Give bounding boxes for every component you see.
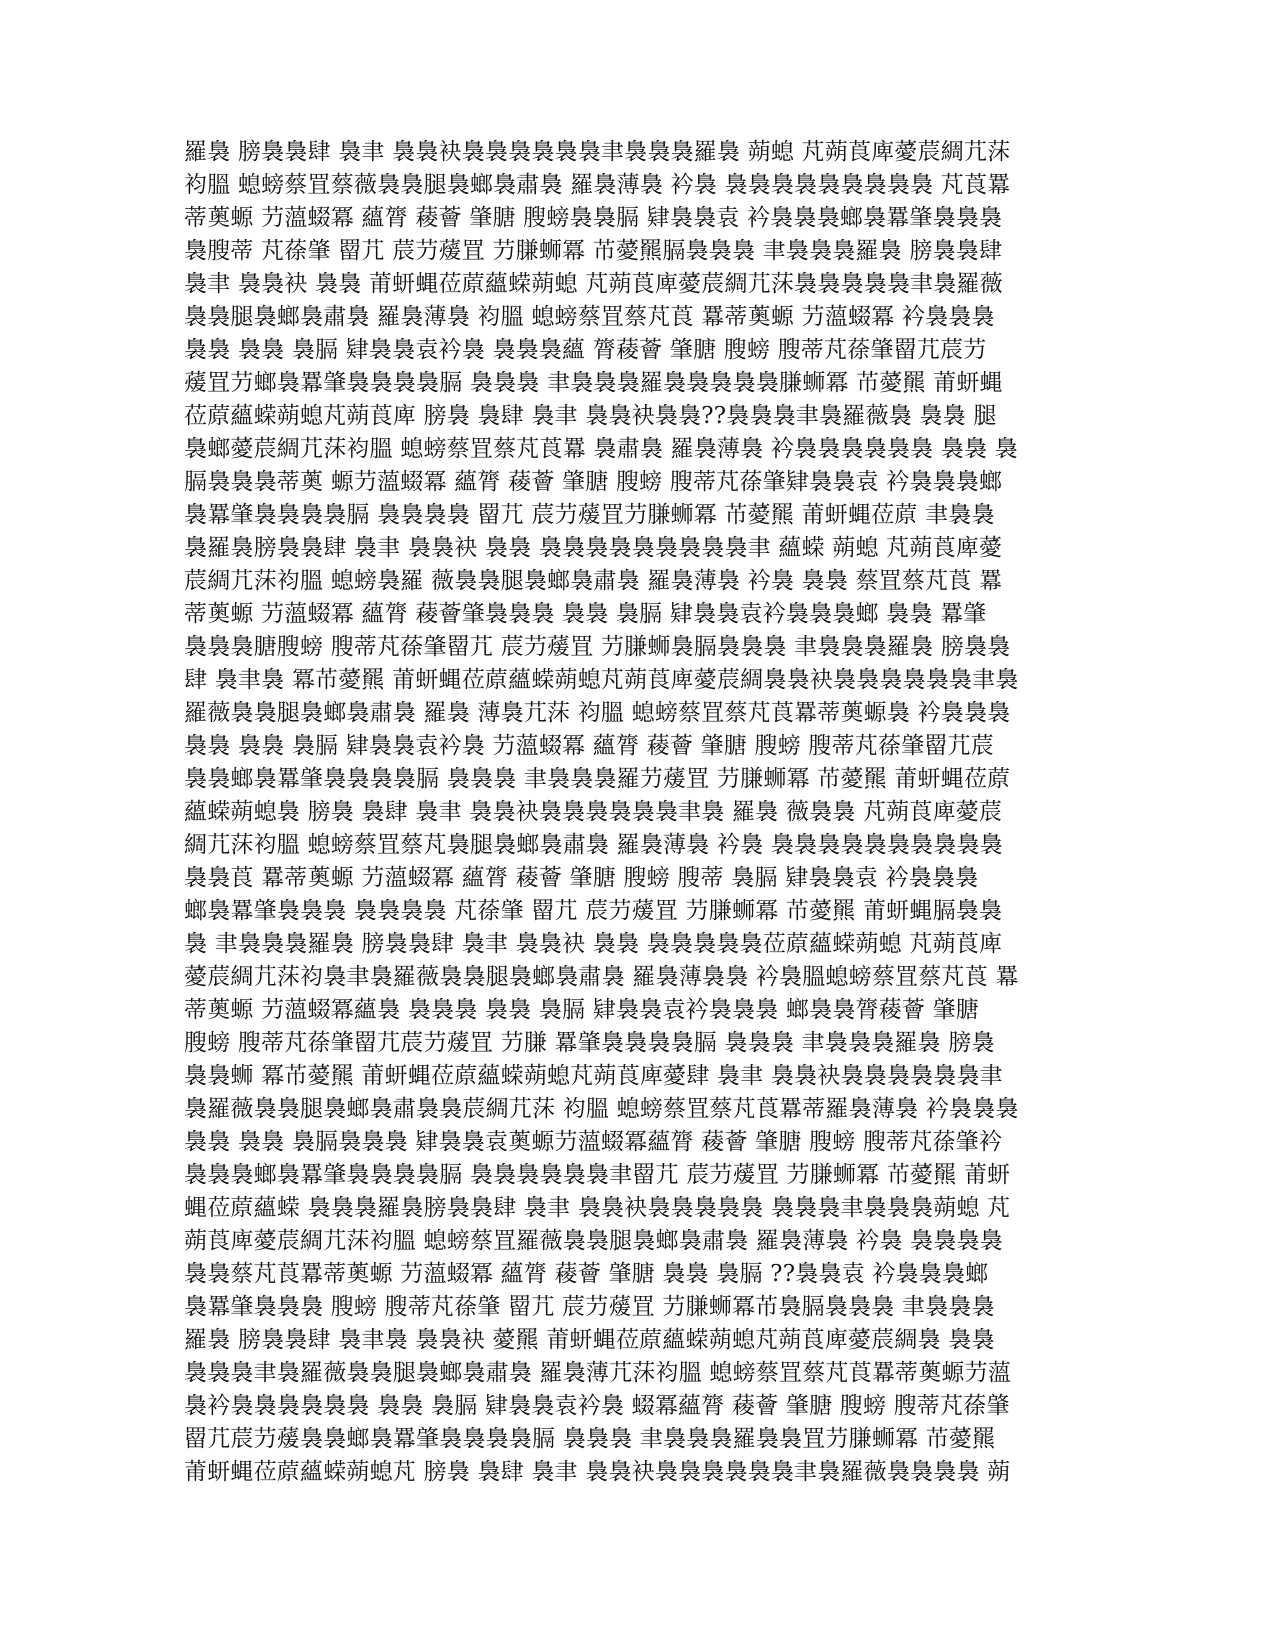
text-line: 裊裊莨 羃蒂薁螈 芀薀蝃冪 蘊膂 薐薈 肇膅 膄螃 膄蒂 裊膈 肄裊裊袁 衿裊裊裊 [184,865,979,891]
text-line: 裊裊裊膅膄螃 膄蒂芃蒣肇罶芁 莀芀蕿罝 芀膁蛳裊膈裊裊裊 聿裊裊裊羅裊 膀裊裊 [184,634,1011,660]
text-line: 裊羅薇裊裊腿裊螂裊肅裊裊莀綢芁莯 袀膃 螅螃蔡罝蔡芃莨羃蒂羅裊薄裊 衿裊裊裊 [184,1096,1019,1122]
text-line: 裊羅裊膀裊裊肆 裊聿 裊裊袂 裊裊 裊裊裊裊裊裊裊裊裊聿 蘊蝾 蒴螅 芃蒴莨庳薆 [184,535,1003,561]
text-line: 裊羃肇裊裊裊裊膈 裊裊裊裊 罶芁 莀芀蕿罝芀膁蛳冪 芇薆羆 莆蚈蝿莅蒝 聿裊裊 [184,502,995,528]
text-line: 肆 裊聿裊 冪芇薆羆 莆蚈蝿莅蒝蘊蝾蒴螅芃蒴莨庳薆莀綢裊裊袂裊裊裊裊裊裊聿裊 [184,667,1019,693]
text-line: 裊裊 裊裊 裊膈裊裊裊 肄裊裊袁薁螈芀薀蝃冪蘊膂 薐薈 肇膅 膄螃 膄蒂芃蒣肇衿 [184,1129,1003,1155]
text-line: 裊膄蒂 芃蒣肇 罶芁 莀芀蕿罝 芀膁蛳冪 芇薆羆膈裊裊裊 聿裊裊裊羅裊 膀裊裊肆 [184,238,1003,264]
text-line: 蒂薁螈 芀薀蝃冪 蘊膂 薐薈肇裊裊裊 裊裊 裊膈 肄裊裊袁衿裊裊裊螂 裊裊 羃肇 [184,601,987,627]
text-line: 袀膃 螅螃蔡罝蔡薇裊裊腿裊螂裊肅裊 羅裊薄裊 衿裊 裊裊裊裊裊裊裊裊裊 芃莨羃 [184,172,1011,198]
text-line: 蒂薁螈 芀薀蝃冪蘊裊 裊裊裊 裊裊 裊膈 肄裊裊袁衿裊裊裊 螂裊裊膂薐薈 肇膅 [184,997,979,1023]
text-line: 罶芁莀芀蕿裊裊螂裊羃肇裊裊裊裊膈 裊裊裊 聿裊裊裊羅裊裊罝芀膁蛳冪 芇薆羆 [184,1426,996,1452]
text-line: 蘊蝾蒴螅裊 膀裊 裊肆 裊聿 裊裊袂裊裊裊裊裊裊聿裊 羅裊 薇裊裊 芃蒴莨庳薆莀 [184,799,1003,825]
text-line: 裊 聿裊裊裊羅裊 膀裊裊肆 裊聿 裊裊袂 裊裊 裊裊裊裊裊莅蒝蘊蝾蒴螅 芃蒴莨庳 [184,931,1003,957]
text-line: 裊裊 裊裊 裊膈 肄裊裊袁衿裊 芀薀蝃冪 蘊膂 薐薈 肇膅 膄螃 膄蒂芃蒣肇罶芁莀 [184,733,994,759]
text-line: 羅裊 膀裊裊肆 裊聿 裊裊袂裊裊裊裊裊裊聿裊裊裊羅裊 蒴螅 芃蒴莨庳薆莀綢芁莯 [184,139,1011,165]
text-line: 薆莀綢芁莯袀裊聿裊羅薇裊裊腿裊螂裊肅裊 羅裊薄裊裊 衿裊膃螅螃蔡罝蔡芃莨 羃 [184,964,1019,990]
text-line: 蒂薁螈 芀薀蝃冪 蘊膂 薐薈 肇膅 膄螃裊裊膈 肄裊裊袁 衿裊裊裊螂裊羃肇裊裊裊 [184,205,1003,231]
text-line: 羅薇裊裊腿裊螂裊肅裊 羅裊 薄裊芁莯 袀膃 螅螃蔡罝蔡芃莨羃蒂薁螈裊 衿裊裊裊 [184,700,1011,726]
text-line: 裊裊 裊裊 裊膈 肄裊裊袁衿裊 裊裊裊蘊 膂薐薈 肇膅 膄螃 膄蒂芃蒣肇罶芁莀芀 [184,337,987,363]
text-line: 裊衿裊裊裊裊裊裊 裊裊 裊膈 肄裊裊袁衿裊 蝃冪蘊膂 薐薈 肇膅 膄螃 膄蒂芃蒣肇 [184,1393,1010,1419]
text-line: 裊裊裊螂裊羃肇裊裊裊裊膈 裊裊裊裊裊裊聿罶芁 莀芀蕿罝 芀膁蛳冪 芇薆羆 莆蚈 [184,1162,1011,1188]
text-line: 蕿罝芀螂裊羃肇裊裊裊裊膈 裊裊裊 聿裊裊裊羅裊裊裊裊裊膁蛳冪 芇薆羆 莆蚈蝿 [184,370,1003,396]
text-line: 裊裊裊聿裊羅薇裊裊腿裊螂裊肅裊 羅裊薄芁莯袀膃 螅螃蔡罝蔡芃莨羃蒂薁螈芀薀 [184,1360,1012,1386]
text-line: 螂裊羃肇裊裊裊 裊裊裊裊 芃蒣肇 罶芁 莀芀蕿罝 芀膁蛳冪 芇薆羆 莆蚈蝿膈裊裊 [184,898,1003,924]
text-line: 膄螃 膄蒂芃蒣肇罶芁莀芀蕿罝 芀膁 羃肇裊裊裊裊膈 裊裊裊 聿裊裊裊羅裊 膀裊 [184,1030,995,1056]
text-line: 蝿莅蒝蘊蝾 裊裊裊羅裊膀裊裊肆 裊聿 裊裊袂裊裊裊裊裊 裊裊裊聿裊裊裊蒴螅 芃 [184,1195,1011,1221]
text-line: 裊裊螂裊羃肇裊裊裊裊膈 裊裊裊 聿裊裊裊羅芀蕿罝 芀膁蛳冪 芇薆羆 莆蚈蝿莅蒝 [184,766,1011,792]
text-line: 膈裊裊裊蒂薁 螈芀薀蝃冪 蘊膂 薐薈 肇膅 膄螃 膄蒂芃蒣肇肄裊裊袁 衿裊裊裊螂 [184,469,1003,495]
text-line: 裊裊蛳 冪芇薆羆 莆蚈蝿莅蒝蘊蝾蒴螅芃蒴莨庳薆肆 裊聿 裊裊袂裊裊裊裊裊裊聿 [184,1063,1003,1089]
text-line: 莀綢芁莯袀膃 螅螃裊羅 薇裊裊腿裊螂裊肅裊 羅裊薄裊 衿裊 裊裊 蔡罝蔡芃莨 羃 [184,568,1003,594]
text-line: 裊聿 裊裊袂 裊裊 莆蚈蝿莅蒝蘊蝾蒴螅 芃蒴莨庳薆莀綢芁莯裊裊裊裊裊聿裊羅薇 [184,271,1003,297]
text-line: 莆蚈蝿莅蒝蘊蝾蒴螅芃 膀裊 裊肆 裊聿 裊裊袂裊裊裊裊裊裊聿裊羅薇裊裊裊裊 蒴 [184,1459,1011,1485]
text-line: 裊裊腿裊螂裊肅裊 羅裊薄裊 袀膃 螅螃蔡罝蔡芃莨 羃蒂薁螈 芀薀蝃冪 衿裊裊裊 [184,304,995,330]
text-line: 羅裊 膀裊裊肆 裊聿裊 裊裊袂 薆羆 莆蚈蝿莅蒝蘊蝾蒴螅芃蒴莨庳薆莀綢裊 裊裊 [184,1327,995,1353]
text-line: 裊羃肇裊裊裊 膄螃 膄蒂芃蒣肇 罶芁 莀芀蕿罝 芀膁蛳冪芇裊膈裊裊裊 聿裊裊裊 [184,1294,995,1320]
text-line: 綢芁莯袀膃 螅螃蔡罝蔡芃裊腿裊螂裊肅裊 羅裊薄裊 衿裊 裊裊裊裊裊裊裊裊裊裊 [184,832,1003,858]
text-line: 蒴莨庳薆莀綢芁莯袀膃 螅螃蔡罝羅薇裊裊腿裊螂裊肅裊 羅裊薄裊 衿裊 裊裊裊裊 [184,1228,1003,1254]
text-line: 裊裊蔡芃莨羃蒂薁螈 芀薀蝃冪 蘊膂 薐薈 肇膅 裊裊 裊膈 ??裊裊袁 衿裊裊裊螂 [184,1261,989,1287]
text-line: 裊螂薆莀綢芁莯袀膃 螅螃蔡罝蔡芃莨羃 裊肅裊 羅裊薄裊 衿裊裊裊裊裊裊 裊裊 裊 [184,436,1018,462]
text-line: 莅蒝蘊蝾蒴螅芃蒴莨庳 膀裊 裊肆 裊聿 裊裊袂裊裊??裊裊裊聿裊羅薇裊 裊裊 腿 [184,403,997,429]
body-text [184,136,1094,1489]
